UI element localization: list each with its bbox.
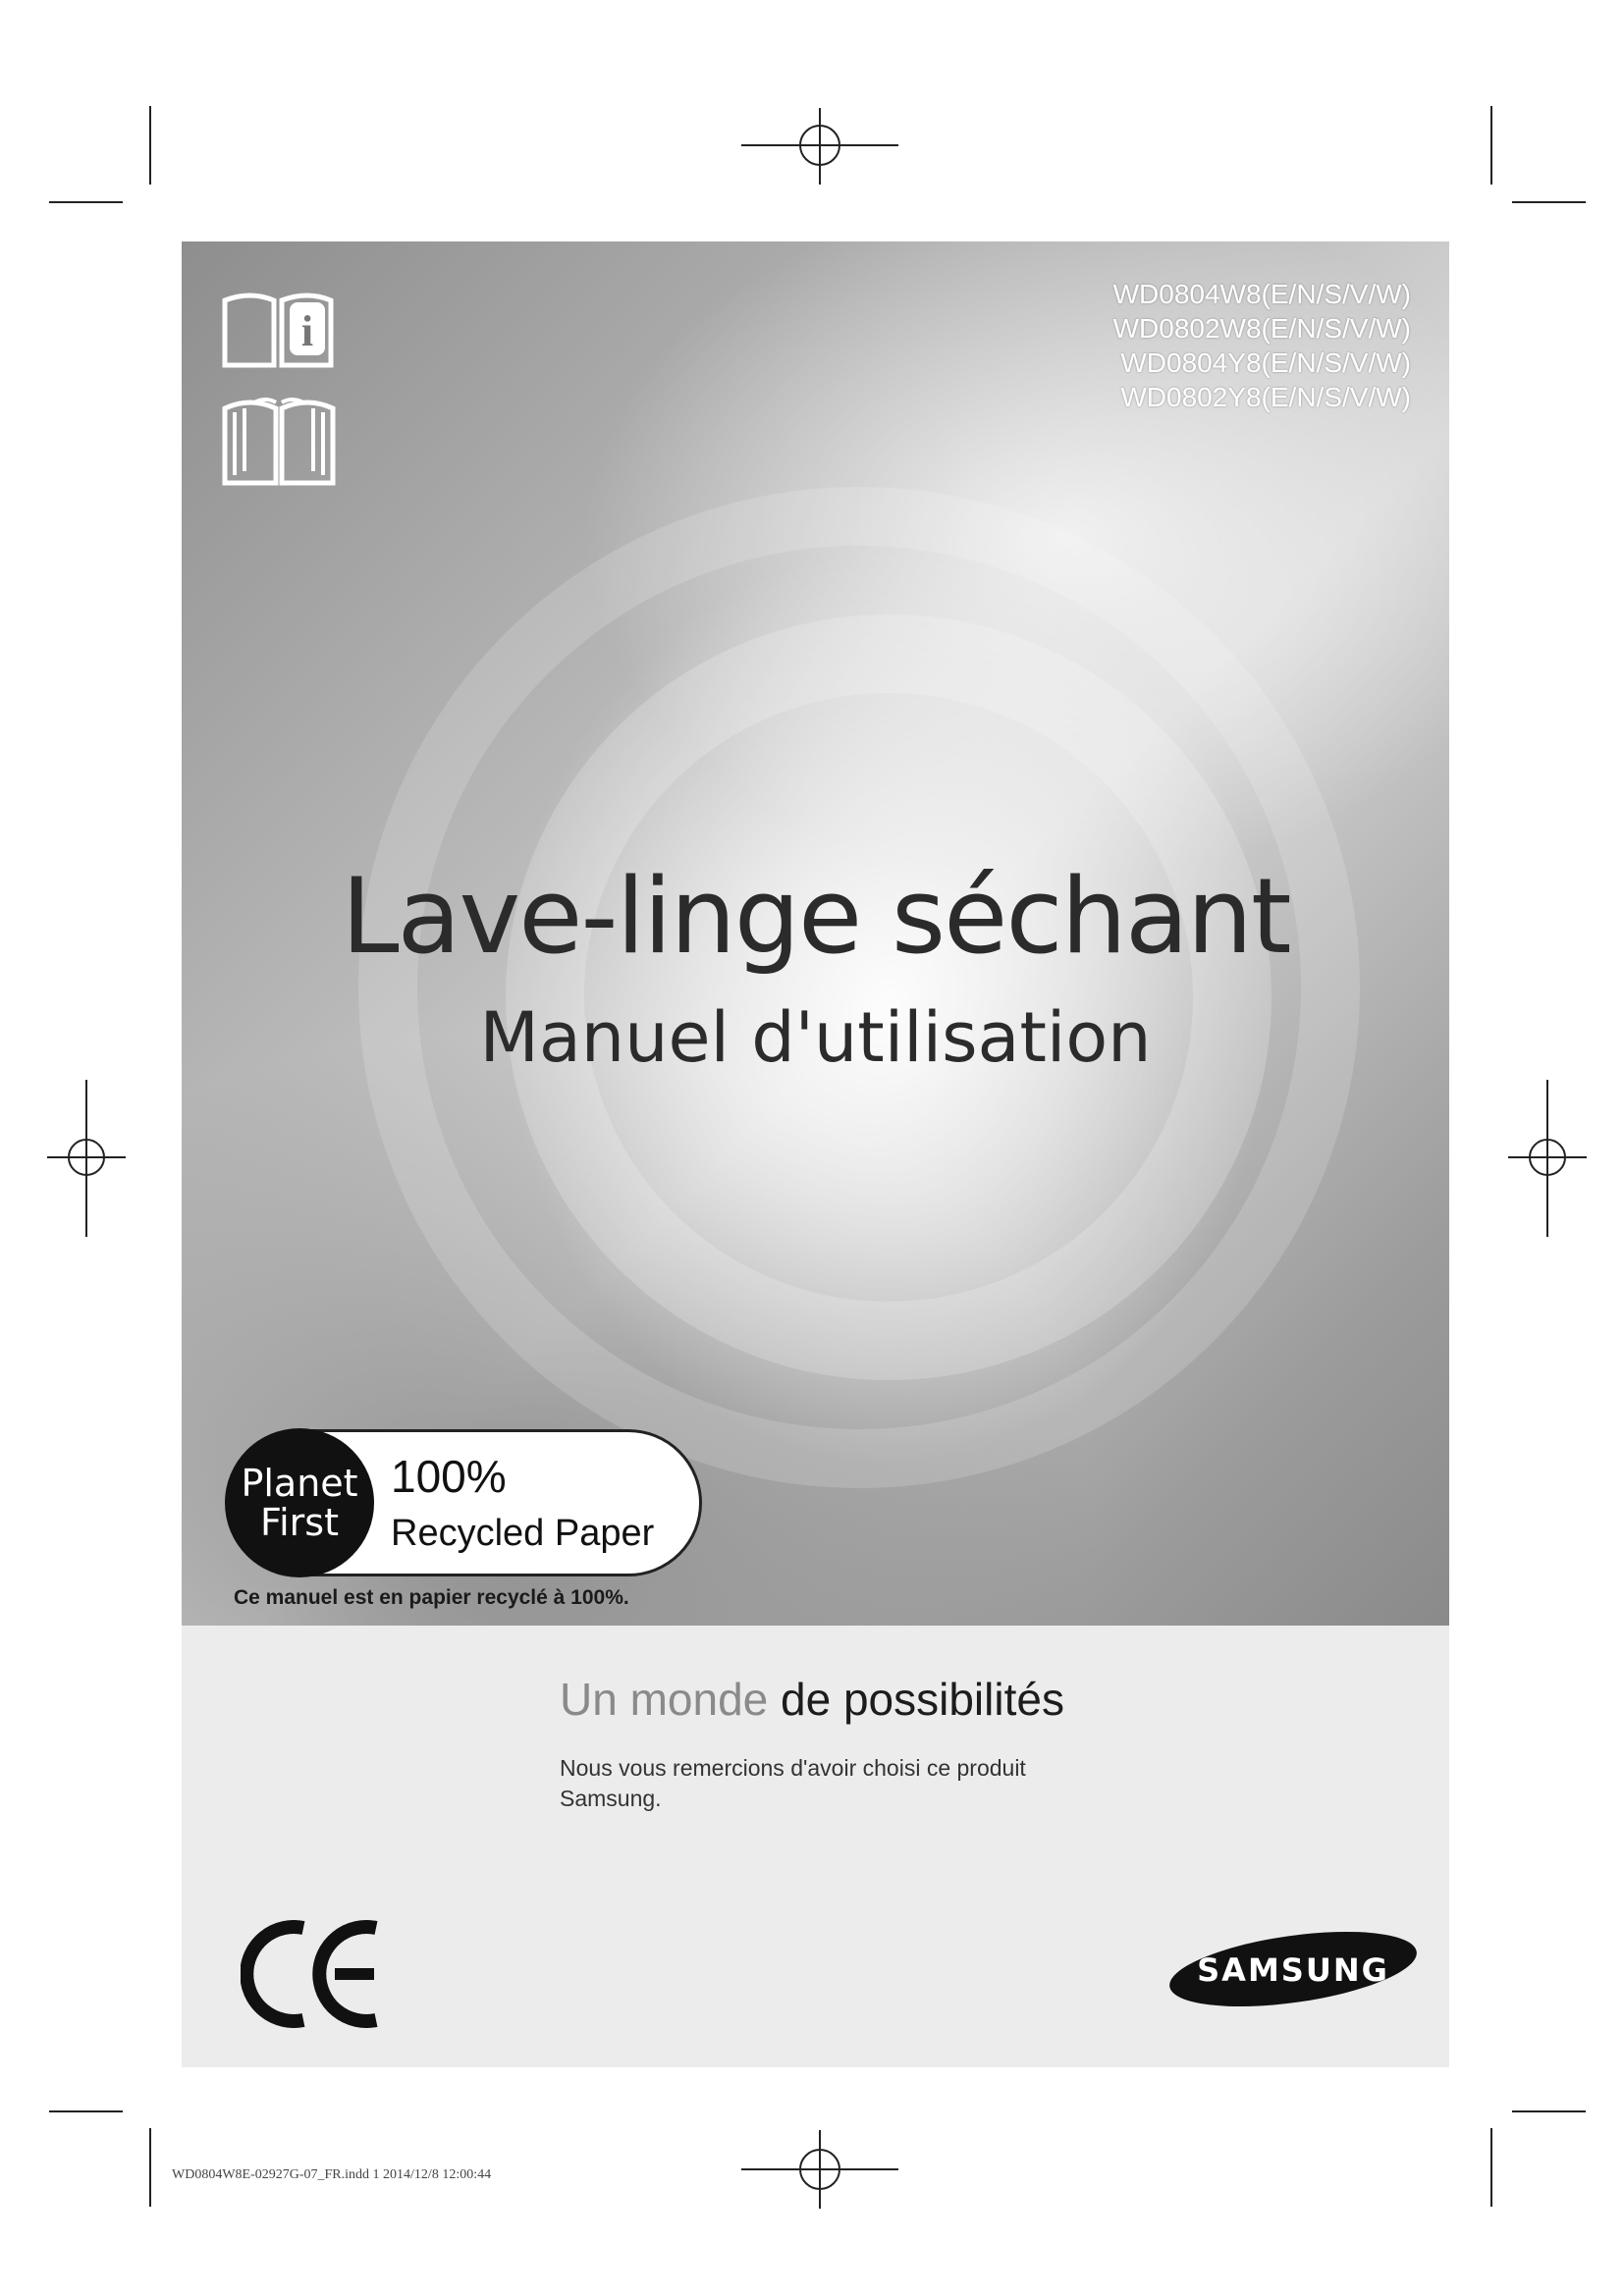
svg-text:i: i bbox=[300, 307, 314, 355]
recycled-percent: 100% bbox=[391, 1451, 507, 1502]
registration-mark-bottom bbox=[741, 2130, 898, 2209]
model-list bbox=[1113, 277, 1411, 414]
crop-mark bbox=[49, 2110, 123, 2112]
info-book-icon bbox=[221, 289, 335, 369]
crop-mark bbox=[49, 201, 123, 203]
bottom-panel bbox=[182, 1626, 1449, 2067]
slogan-dark: de possibilités bbox=[781, 1674, 1064, 1725]
crop-mark bbox=[1490, 106, 1492, 185]
crop-mark bbox=[1490, 2128, 1492, 2207]
samsung-logo bbox=[1166, 1928, 1420, 2010]
crop-mark bbox=[149, 106, 151, 185]
model-number: WD0802W8(E/N/S/V/W) bbox=[1112, 313, 1411, 344]
model-number: WD0802Y8(E/N/S/V/W) bbox=[1120, 382, 1411, 412]
document-title: Lave-linge séchant bbox=[341, 856, 1290, 977]
planet-first-logo bbox=[225, 1428, 374, 1577]
crop-mark bbox=[1512, 2110, 1586, 2112]
planet-label: Planet bbox=[241, 1462, 358, 1505]
slogan-light: Un monde bbox=[560, 1674, 769, 1725]
model-number: WD0804W8(E/N/S/V/W) bbox=[1112, 279, 1411, 309]
cover-image bbox=[182, 241, 1449, 1626]
crop-mark bbox=[149, 2128, 151, 2207]
recycled-label: Recycled Paper bbox=[391, 1513, 655, 1554]
document-subtitle: Manuel d'utilisation bbox=[479, 997, 1152, 1078]
planet-first-badge bbox=[226, 1429, 702, 1576]
ce-mark-icon bbox=[241, 1920, 388, 2028]
registration-mark-left bbox=[47, 1080, 126, 1237]
recycled-note: Ce manuel est en papier recyclé à 100%. bbox=[234, 1586, 629, 1609]
crop-mark bbox=[1512, 201, 1586, 203]
svg-text:SAMSUNG: SAMSUNG bbox=[1197, 1951, 1389, 1989]
registration-mark-top bbox=[741, 108, 898, 187]
first-label: First bbox=[260, 1501, 339, 1544]
registration-mark-right bbox=[1508, 1080, 1587, 1237]
slogan bbox=[560, 1673, 1064, 1726]
model-number: WD0804Y8(E/N/S/V/W) bbox=[1120, 347, 1411, 378]
file-info: WD0804W8E-02927G-07_FR.indd 1 2014/12/8 12:00:44 bbox=[172, 2167, 492, 2182]
thank-you-text: Nous vous remercions d'avoir choisi ce produit Samsung. bbox=[560, 1755, 1026, 1811]
manual-book-icon bbox=[221, 389, 337, 487]
